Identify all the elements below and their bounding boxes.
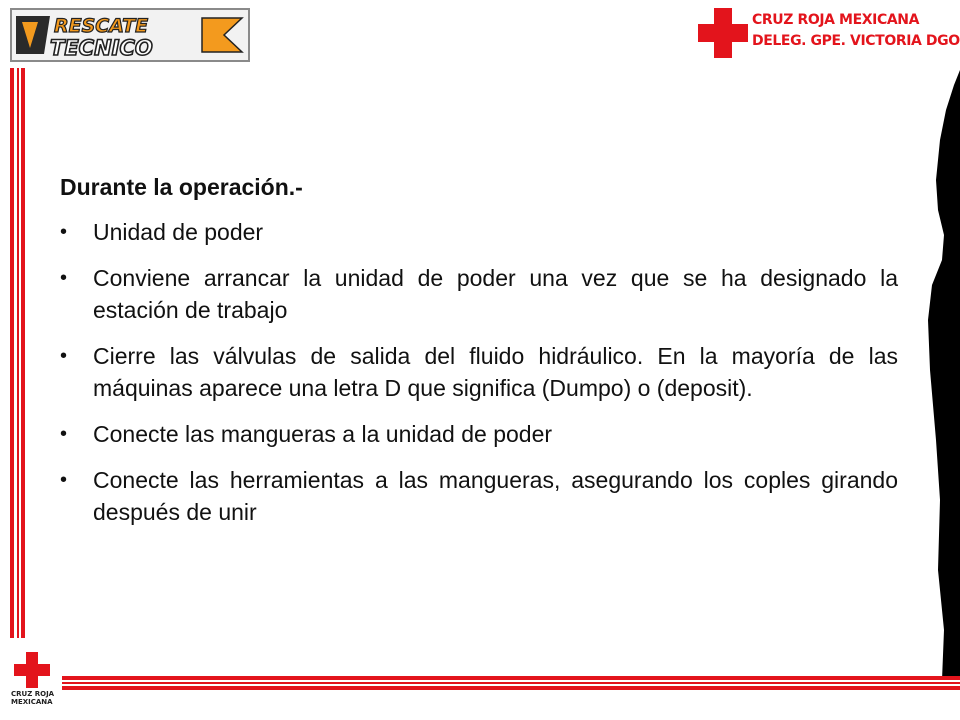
- bullet-icon: •: [60, 469, 68, 491]
- list-item: [60, 464, 898, 528]
- list-item: [60, 418, 898, 450]
- list-item-text: Unidad de poder: [93, 219, 264, 245]
- slide-content: [60, 172, 898, 542]
- list-item-text: Conecte las mangueras a la unidad de poder: [93, 421, 553, 447]
- list-item-text: Conecte las herramientas a las mangueras, asegurando los coples girando después de unir: [93, 467, 898, 525]
- footer-caption-line2: MEXICANA: [11, 698, 53, 706]
- section-heading: Durante la operación.-: [60, 174, 303, 200]
- bullet-list: [60, 216, 898, 528]
- bullet-icon: •: [60, 221, 68, 243]
- bottom-red-lines: [62, 676, 960, 690]
- list-item-text: Cierre las válvulas de salida del fluido hidráulico. En la mayoría de las máquinas aparece una letra D que significa (Dumpo) o (deposit).: [93, 343, 898, 401]
- bullet-icon: •: [60, 267, 68, 289]
- left-red-rail: [10, 68, 32, 638]
- org-name-line1: CRUZ ROJA MEXICANA: [752, 12, 920, 28]
- rescate-tecnico-logo: [10, 8, 250, 62]
- bullet-icon: •: [60, 423, 68, 445]
- silhouette-decoration: [900, 70, 960, 680]
- bullet-icon: •: [60, 345, 68, 367]
- cruz-roja-footer-logo: [6, 648, 60, 718]
- logo-text-rescate: RESCATE: [54, 15, 149, 37]
- logo-text-tecnico: TECNICO: [50, 36, 153, 60]
- org-name-line2: DELEG. GPE. VICTORIA DGO: [752, 33, 960, 49]
- footer-caption-line1: CRUZ ROJA: [11, 690, 55, 698]
- footer-logo-caption: [11, 690, 61, 706]
- list-item: [60, 216, 898, 248]
- red-cross-icon: [14, 652, 50, 688]
- list-item-text: Conviene arrancar la unidad de poder una vez que se ha designado la estación de trabajo: [93, 265, 898, 323]
- red-cross-icon: [698, 8, 748, 58]
- list-item: [60, 340, 898, 404]
- organization-name: [752, 10, 960, 52]
- list-item: [60, 262, 898, 326]
